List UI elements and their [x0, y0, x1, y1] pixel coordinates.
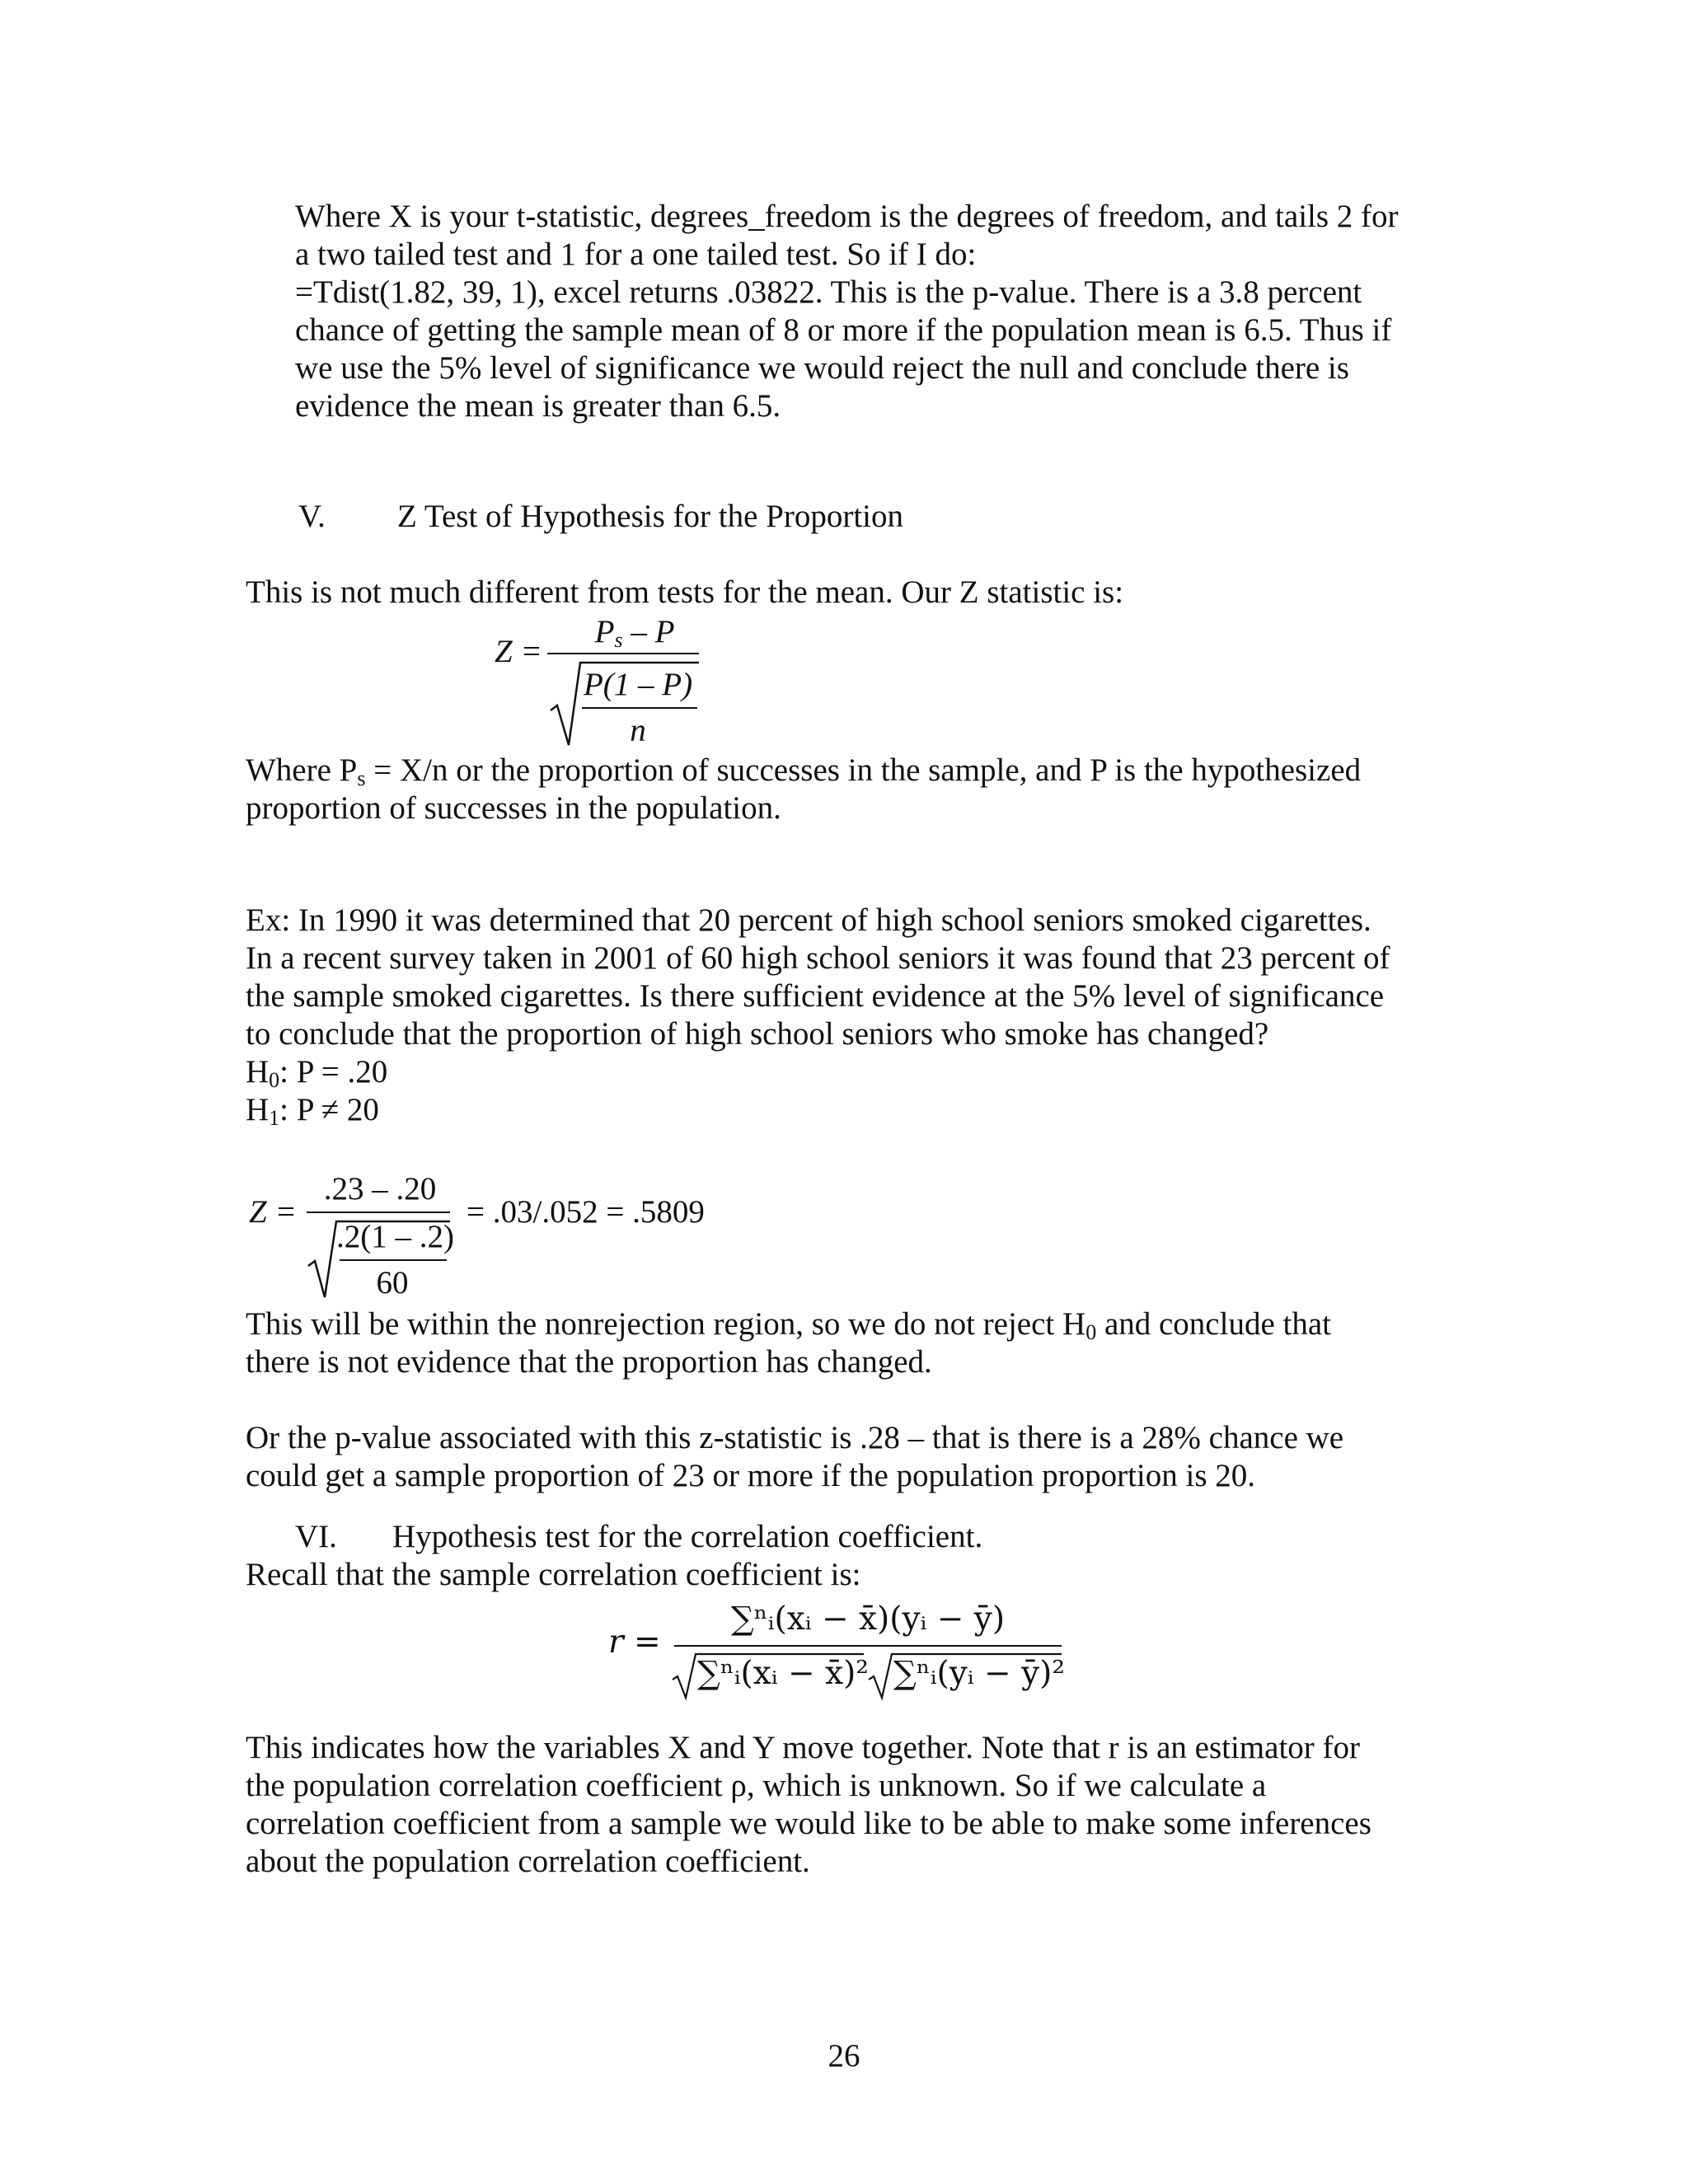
text-line: In a recent survey taken in 2001 of 60 high school seniors it was found that 23 percent of — [246, 940, 1390, 976]
intro-paragraph — [295, 198, 1399, 425]
text-line: Where $P_s = X/n$ or the proportion of successes in the sample, and P is the hypothesized — [246, 752, 1362, 790]
text-line: could get a sample proportion of 23 or more if the population proportion is 20. — [246, 1458, 1256, 1493]
text-line: Or the p-value associated with this z-statistic is .28 – that is there is a 28% chance we — [246, 1420, 1344, 1455]
formula-lhs: r = — [608, 1624, 661, 1661]
denominator-left: ∑ⁿᵢ(xᵢ − x̄)² — [697, 1655, 869, 1692]
inner-fraction-bar — [582, 707, 697, 709]
inner-numerator: P(1 – P) — [583, 667, 693, 702]
text-line: correlation coefficient from a sample we would like to be able to make some inferences — [246, 1806, 1372, 1841]
section-v-lead — [246, 574, 1123, 612]
text-line: we use the 5% level of significance we would reject the null and conclude there is — [295, 350, 1349, 386]
text-line: evidence the mean is greater than 6.5. — [295, 388, 781, 424]
inner-fraction-bar — [340, 1259, 447, 1261]
text-line: there is not evidence that the proportion has changed. — [246, 1344, 932, 1380]
calculation-result: = .03/.052 = .5809 — [467, 1194, 705, 1230]
pvalue-paragraph — [246, 1419, 1343, 1495]
text-line: Where X is your t-statistic, degrees_freedom is the degrees of freedom, and tails 2 for — [295, 199, 1399, 234]
section-number: V. — [298, 499, 326, 534]
inner-denominator: 60 — [376, 1265, 409, 1301]
text-line: a two tailed test and 1 for a one tailed test. So if I do: — [295, 237, 977, 272]
section-vi-lead — [246, 1556, 860, 1594]
text-line: This indicates how the variables X and Y move together. Note that r is an estimator for — [246, 1730, 1360, 1765]
fraction-bar — [674, 1645, 1062, 1647]
section-heading-v — [298, 498, 903, 536]
text-line: to conclude that the proportion of high school seniors who smoke has changed? — [246, 1016, 1269, 1052]
formula-lhs: Z = — [249, 1194, 297, 1230]
fraction-bar — [307, 1212, 450, 1213]
formula-numerator: ∑ⁿᵢ(xᵢ − x̄)(yᵢ − ȳ) — [730, 1601, 1006, 1638]
text-line: the sample smoked cigarettes. Is there sufficient evidence at the 5% level of significance — [246, 978, 1385, 1014]
conclusion-paragraph — [246, 1305, 1331, 1381]
inner-denominator: n — [630, 713, 646, 748]
text-line: Ex: In 1990 it was determined that 20 percent of high school seniors smoked cigarettes. — [246, 902, 1372, 938]
closing-paragraph — [246, 1729, 1372, 1881]
formula-numerator: $P_s$ – P — [594, 614, 675, 652]
inner-numerator: .2(1 – .2) — [336, 1219, 454, 1254]
text-line: This will be within the nonrejection region, so we do not reject $H_0$ and conclude that — [246, 1306, 1331, 1344]
text-line: about the population correlation coefficient. — [246, 1844, 810, 1879]
section-title: Z Test of Hypothesis for the Proportion — [397, 499, 903, 534]
text-line: chance of getting the sample mean of 8 or more if the population mean is 6.5. Thus if — [295, 312, 1392, 348]
formula-lhs: Z = — [495, 634, 542, 669]
alternative-hypothesis: $H_1$: P ≠ 20 — [246, 1092, 379, 1130]
formula-numerator: .23 – .20 — [323, 1171, 437, 1207]
denominator-right: ∑ⁿᵢ(yᵢ − ȳ)² — [893, 1655, 1066, 1692]
text-line: =Tdist(1.82, 39, 1), excel returns .03822. This is the p-value. There is a 3.8 percent — [295, 274, 1362, 310]
example-paragraph — [246, 902, 1390, 1129]
page-number: 26 — [828, 2038, 860, 2074]
ps-definition — [246, 752, 1361, 827]
text-line: This is not much different from tests for the mean. Our Z statistic is: — [246, 574, 1124, 610]
null-hypothesis: $H_0$: P = .20 — [246, 1054, 388, 1092]
text-line: Recall that the sample correlation coefficient is: — [246, 1557, 861, 1592]
text-line: proportion of successes in the population. — [246, 790, 781, 826]
section-title: Hypothesis test for the correlation coefficient. — [392, 1519, 983, 1554]
section-number: VI. — [295, 1519, 337, 1554]
fraction-bar — [547, 653, 699, 654]
section-heading-vi — [295, 1518, 982, 1556]
text-line: the population correlation coefficient ρ, which is unknown. So if we calculate a — [246, 1768, 1267, 1803]
